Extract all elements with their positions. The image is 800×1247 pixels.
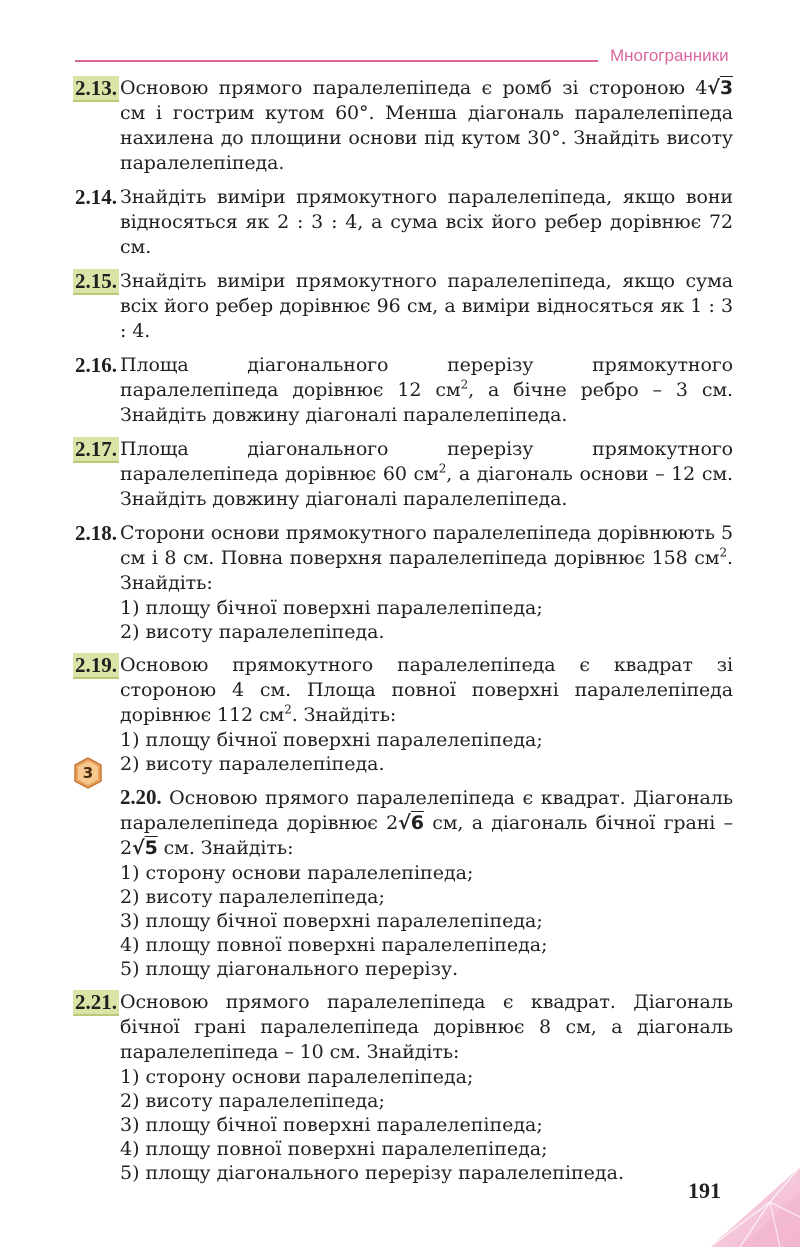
sub-question: 5) площу діагонального перерізу паралелепіпеда. <box>120 1162 624 1184</box>
page-number: 191 <box>688 1178 721 1203</box>
level-number: 3 <box>82 764 94 782</box>
problem-text: см, а діагональ бічної грані – 2 <box>120 812 733 859</box>
problem-2-21 <box>73 990 733 1185</box>
corner-decoration <box>650 1147 800 1247</box>
sub-question: 4) площу повної поверхні паралелепіпеда; <box>120 1138 548 1160</box>
problem-number: 2.18. <box>75 521 117 545</box>
sub-question: 3) площу бічної поверхні паралелепіпеда; <box>120 1114 543 1136</box>
problem-2-17 <box>73 437 733 512</box>
problem-number: 2.20. <box>120 785 162 809</box>
problem-2-19 <box>73 653 733 776</box>
sub-question: 5) площу діагонального перерізу. <box>120 958 459 980</box>
sub-question: 2) висоту паралелепіпеда. <box>120 621 385 643</box>
superscript: 2 <box>719 545 728 560</box>
problem-text: Основою прямокутного паралелепіпеда є квадрат зі стороною 4 см. Площа повної поверхні паралелепіпеда дорівнює 112 см <box>120 654 733 726</box>
problem-text: . Знайдіть: <box>291 704 397 726</box>
problem-2-14 <box>73 185 733 260</box>
problem-2-18 <box>73 521 733 644</box>
problem-number: 2.13. <box>75 76 117 100</box>
problem-2-15 <box>73 269 733 344</box>
problem-number: 2.14. <box>75 185 117 209</box>
exercise-list <box>73 76 733 1194</box>
sqrt-expression: √6 <box>398 812 424 834</box>
sub-question: 3) площу бічної поверхні паралелепіпеда; <box>120 910 543 932</box>
problem-number: 2.15. <box>75 269 117 293</box>
superscript: 2 <box>438 461 447 476</box>
header-rule <box>75 60 598 62</box>
sub-question: 2) висоту паралелепіпеда; <box>120 886 385 908</box>
problem-2-16 <box>73 353 733 428</box>
problem-2-20 <box>73 785 733 981</box>
sub-question: 1) сторону основи паралелепіпеда; <box>120 1066 474 1088</box>
sub-question: 1) площу бічної поверхні паралелепіпеда; <box>120 597 543 619</box>
sub-question: 2) висоту паралелепіпеда. <box>120 753 385 775</box>
superscript: 2 <box>460 377 469 392</box>
problem-2-13 <box>73 76 733 176</box>
sub-question: 1) площу бічної поверхні паралелепіпеда; <box>120 729 543 751</box>
problem-text: см. Знайдіть: <box>157 837 294 859</box>
problem-text: , а діагональ основи – 12 см. Знайдіть довжину діагоналі паралелепіпеда. <box>120 463 733 510</box>
problem-text: Основою прямого паралелепіпеда є ромб зі стороною 4 <box>120 77 708 99</box>
problem-text: Сторони основи прямокутного паралелепіпеда дорівнюють 5 см і 8 см. Повна поверхня паралелепіпеда дорівнює 158 см <box>120 522 733 569</box>
superscript: 2 <box>284 702 292 717</box>
problem-text: см і гострим кутом 60°. Менша діагональ паралелепіпеда нахилена до площини основи під кутом 30°. Знайдіть висоту паралелепіпеда. <box>120 102 733 174</box>
problem-number: 2.19. <box>75 653 117 677</box>
problem-number: 2.21. <box>75 990 117 1014</box>
sub-question: 4) площу повної поверхні паралелепіпеда; <box>120 934 548 956</box>
problem-number: 2.17. <box>75 437 117 461</box>
problem-text: Основою прямого паралелепіпеда є квадрат. Діагональ бічної грані паралелепіпеда дорівнює 8 см, а діагональ паралелепіпеда – 10 см. Знайдіть: <box>120 991 733 1063</box>
problem-text: . Знайдіть: <box>120 547 733 594</box>
sqrt-expression: √3 <box>707 77 733 99</box>
running-header: Многогранники <box>610 46 729 65</box>
problem-text: , а бічне ребро – 3 см. Знайдіть довжину діагоналі паралелепіпеда. <box>120 379 733 426</box>
problem-text: Площа діагонального перерізу прямокутного паралелепіпеда дорівнює 60 см <box>120 438 733 485</box>
sub-question: 1) сторону основи паралелепіпеда; <box>120 862 474 884</box>
problem-text: Знайдіть виміри прямокутного паралелепіпеда, якщо сума всіх його ребер дорівнює 96 см, а виміри відносяться як 1 : 3 : 4. <box>120 270 733 342</box>
problem-text: Знайдіть виміри прямокутного паралелепіпеда, якщо вони відносяться як 2 : 3 : 4, а сума всіх його ребер дорівнює 72 см. <box>120 186 733 258</box>
problem-number: 2.16. <box>75 353 117 377</box>
sqrt-expression: √5 <box>132 837 158 859</box>
problem-text: Площа діагонального перерізу прямокутного паралелепіпеда дорівнює 12 см <box>120 354 733 401</box>
problem-text: Основою прямого паралелепіпеда є квадрат. Діагональ паралелепіпеда дорівнює 2 <box>120 787 733 834</box>
sub-question: 2) висоту паралелепіпеда; <box>120 1090 385 1112</box>
